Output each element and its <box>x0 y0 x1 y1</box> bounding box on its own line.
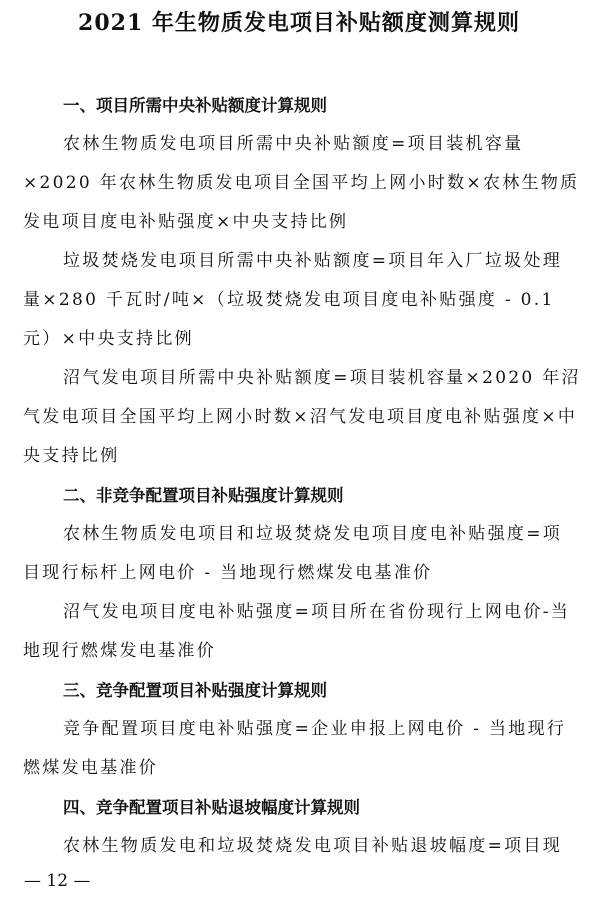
section-heading-2: 二、非竞争配置项目补贴强度计算规则 <box>63 486 344 505</box>
section-heading-3: 三、竞争配置项目补贴强度计算规则 <box>63 681 327 700</box>
paragraph-1-3: 沼气发电项目所需中央补贴额度=项目装机容量×2020 年沼气发电项目全国平均上网小时数×沼气发电项目度电补贴强度×中央支持比例 <box>23 368 581 466</box>
paragraph-1-2: 垃圾焚烧发电项目所需中央补贴额度=项目年入厂垃圾处理量×280 千瓦时/吨×（垃圾焚烧发电项目度电补贴强度 - 0.1 元）×中央支持比例 <box>23 251 563 349</box>
document-title: 2021 年生物质发电项目补贴额度测算规则 <box>78 10 520 36</box>
page-number: — 12 — <box>24 871 91 891</box>
paragraph-3-1: 竞争配置项目度电补贴强度=企业申报上网电价 - 当地现行燃煤发电基准价 <box>23 719 567 778</box>
section-heading-1: 一、项目所需中央补贴额度计算规则 <box>63 96 327 115</box>
paragraph-2-2: 沼气发电项目度电补贴强度=项目所在省份现行上网电价-当地现行燃煤发电基准价 <box>23 602 571 661</box>
paragraph-1-1: 农林生物质发电项目所需中央补贴额度=项目装机容量×2020 年农林生物质发电项目全国平均上网小时数×农林生物质发电项目度电补贴强度×中央支持比例 <box>23 134 580 232</box>
document-body <box>23 86 581 866</box>
paragraph-4-1: 农林生物质发电和垃圾焚烧发电项目补贴退坡幅度=项目现 <box>63 836 563 856</box>
section-heading-4: 四、竞争配置项目补贴退坡幅度计算规则 <box>63 798 360 817</box>
paragraph-2-1: 农林生物质发电项目和垃圾焚烧发电项目度电补贴强度=项目现行标杆上网电价 - 当地现行燃煤发电基准价 <box>23 524 563 583</box>
